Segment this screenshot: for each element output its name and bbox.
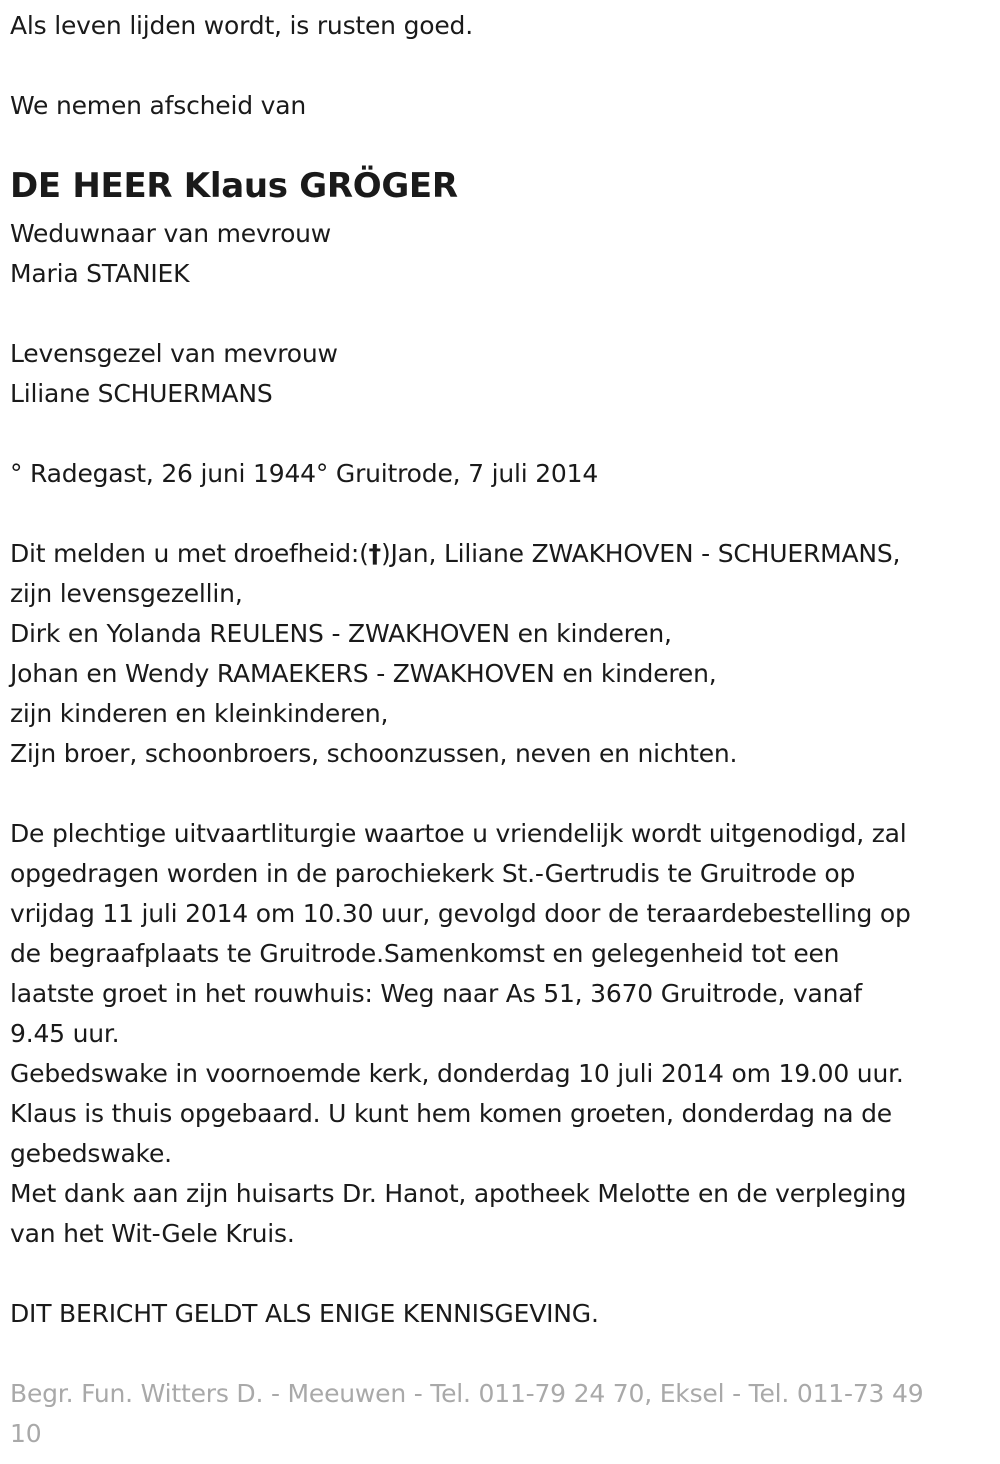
ceremony-line: Met dank aan zijn huisarts Dr. Hanot, apotheek Melotte en de verpleging bbox=[10, 1179, 907, 1208]
ceremony-line: 9.45 uur. bbox=[10, 1019, 120, 1048]
spouse-name: Maria STANIEK bbox=[10, 259, 190, 288]
ceremony-line: De plechtige uitvaartliturgie waartoe u vriendelijk wordt uitgenodigd, zal bbox=[10, 819, 907, 848]
partner-line: Levensgezel van mevrouw bbox=[10, 339, 338, 368]
funeral-home-info: Begr. Fun. Witters D. - Meeuwen - Tel. 011-79 24 70, Eksel - Tel. 011-73 49 bbox=[10, 1379, 924, 1408]
ceremony-line: gebedswake. bbox=[10, 1139, 172, 1168]
announcement-first-line bbox=[10, 534, 990, 574]
ceremony-line: de begraafplaats te Gruitrode.Samenkomst en gelegenheid tot een bbox=[10, 939, 840, 968]
cross-icon: † bbox=[368, 539, 381, 568]
funeral-home-info: 10 bbox=[10, 1419, 42, 1448]
announcement-first-family: )Jan, Liliane ZWAKHOVEN - SCHUERMANS, bbox=[380, 539, 901, 568]
announcement-line: zijn kinderen en kleinkinderen, bbox=[10, 699, 389, 728]
ceremony-line: laatste groet in het rouwhuis: Weg naar As 51, 3670 Gruitrode, vanaf bbox=[10, 979, 863, 1008]
announcement-line: zijn levensgezellin, bbox=[10, 579, 243, 608]
announcement-line: Zijn broer, schoonbroers, schoonzussen, neven en nichten. bbox=[10, 739, 738, 768]
ceremony-line: Klaus is thuis opgebaard. U kunt hem komen groeten, donderdag na de bbox=[10, 1099, 892, 1128]
announcement-line: Dirk en Yolanda REULENS - ZWAKHOVEN en kinderen, bbox=[10, 619, 672, 648]
widower-line: Weduwnaar van mevrouw bbox=[10, 219, 332, 248]
partner-name: Liliane SCHUERMANS bbox=[10, 379, 273, 408]
notice: DIT BERICHT GELDT ALS ENIGE KENNISGEVING. bbox=[10, 1299, 599, 1328]
announcement-intro: Dit melden u met droefheid:( bbox=[10, 539, 369, 568]
motto: Als leven lijden wordt, is rusten goed. bbox=[10, 11, 473, 40]
birth-death-dates: ° Radegast, 26 juni 1944° Gruitrode, 7 juli 2014 bbox=[10, 459, 599, 488]
intro-text: We nemen afscheid van bbox=[10, 91, 306, 120]
ceremony-line: vrijdag 11 juli 2014 om 10.30 uur, gevolgd door de teraardebestelling op bbox=[10, 899, 911, 928]
ceremony-line: van het Wit-Gele Kruis. bbox=[10, 1219, 295, 1248]
ceremony-line: Gebedswake in voornoemde kerk, donderdag 10 juli 2014 om 19.00 uur. bbox=[10, 1059, 904, 1088]
ceremony-line: opgedragen worden in de parochiekerk St.-Gertrudis te Gruitrode op bbox=[10, 859, 856, 888]
deceased-name: DE HEER Klaus GRÖGER bbox=[10, 166, 458, 206]
announcement-line: Johan en Wendy RAMAEKERS - ZWAKHOVEN en kinderen, bbox=[10, 659, 717, 688]
